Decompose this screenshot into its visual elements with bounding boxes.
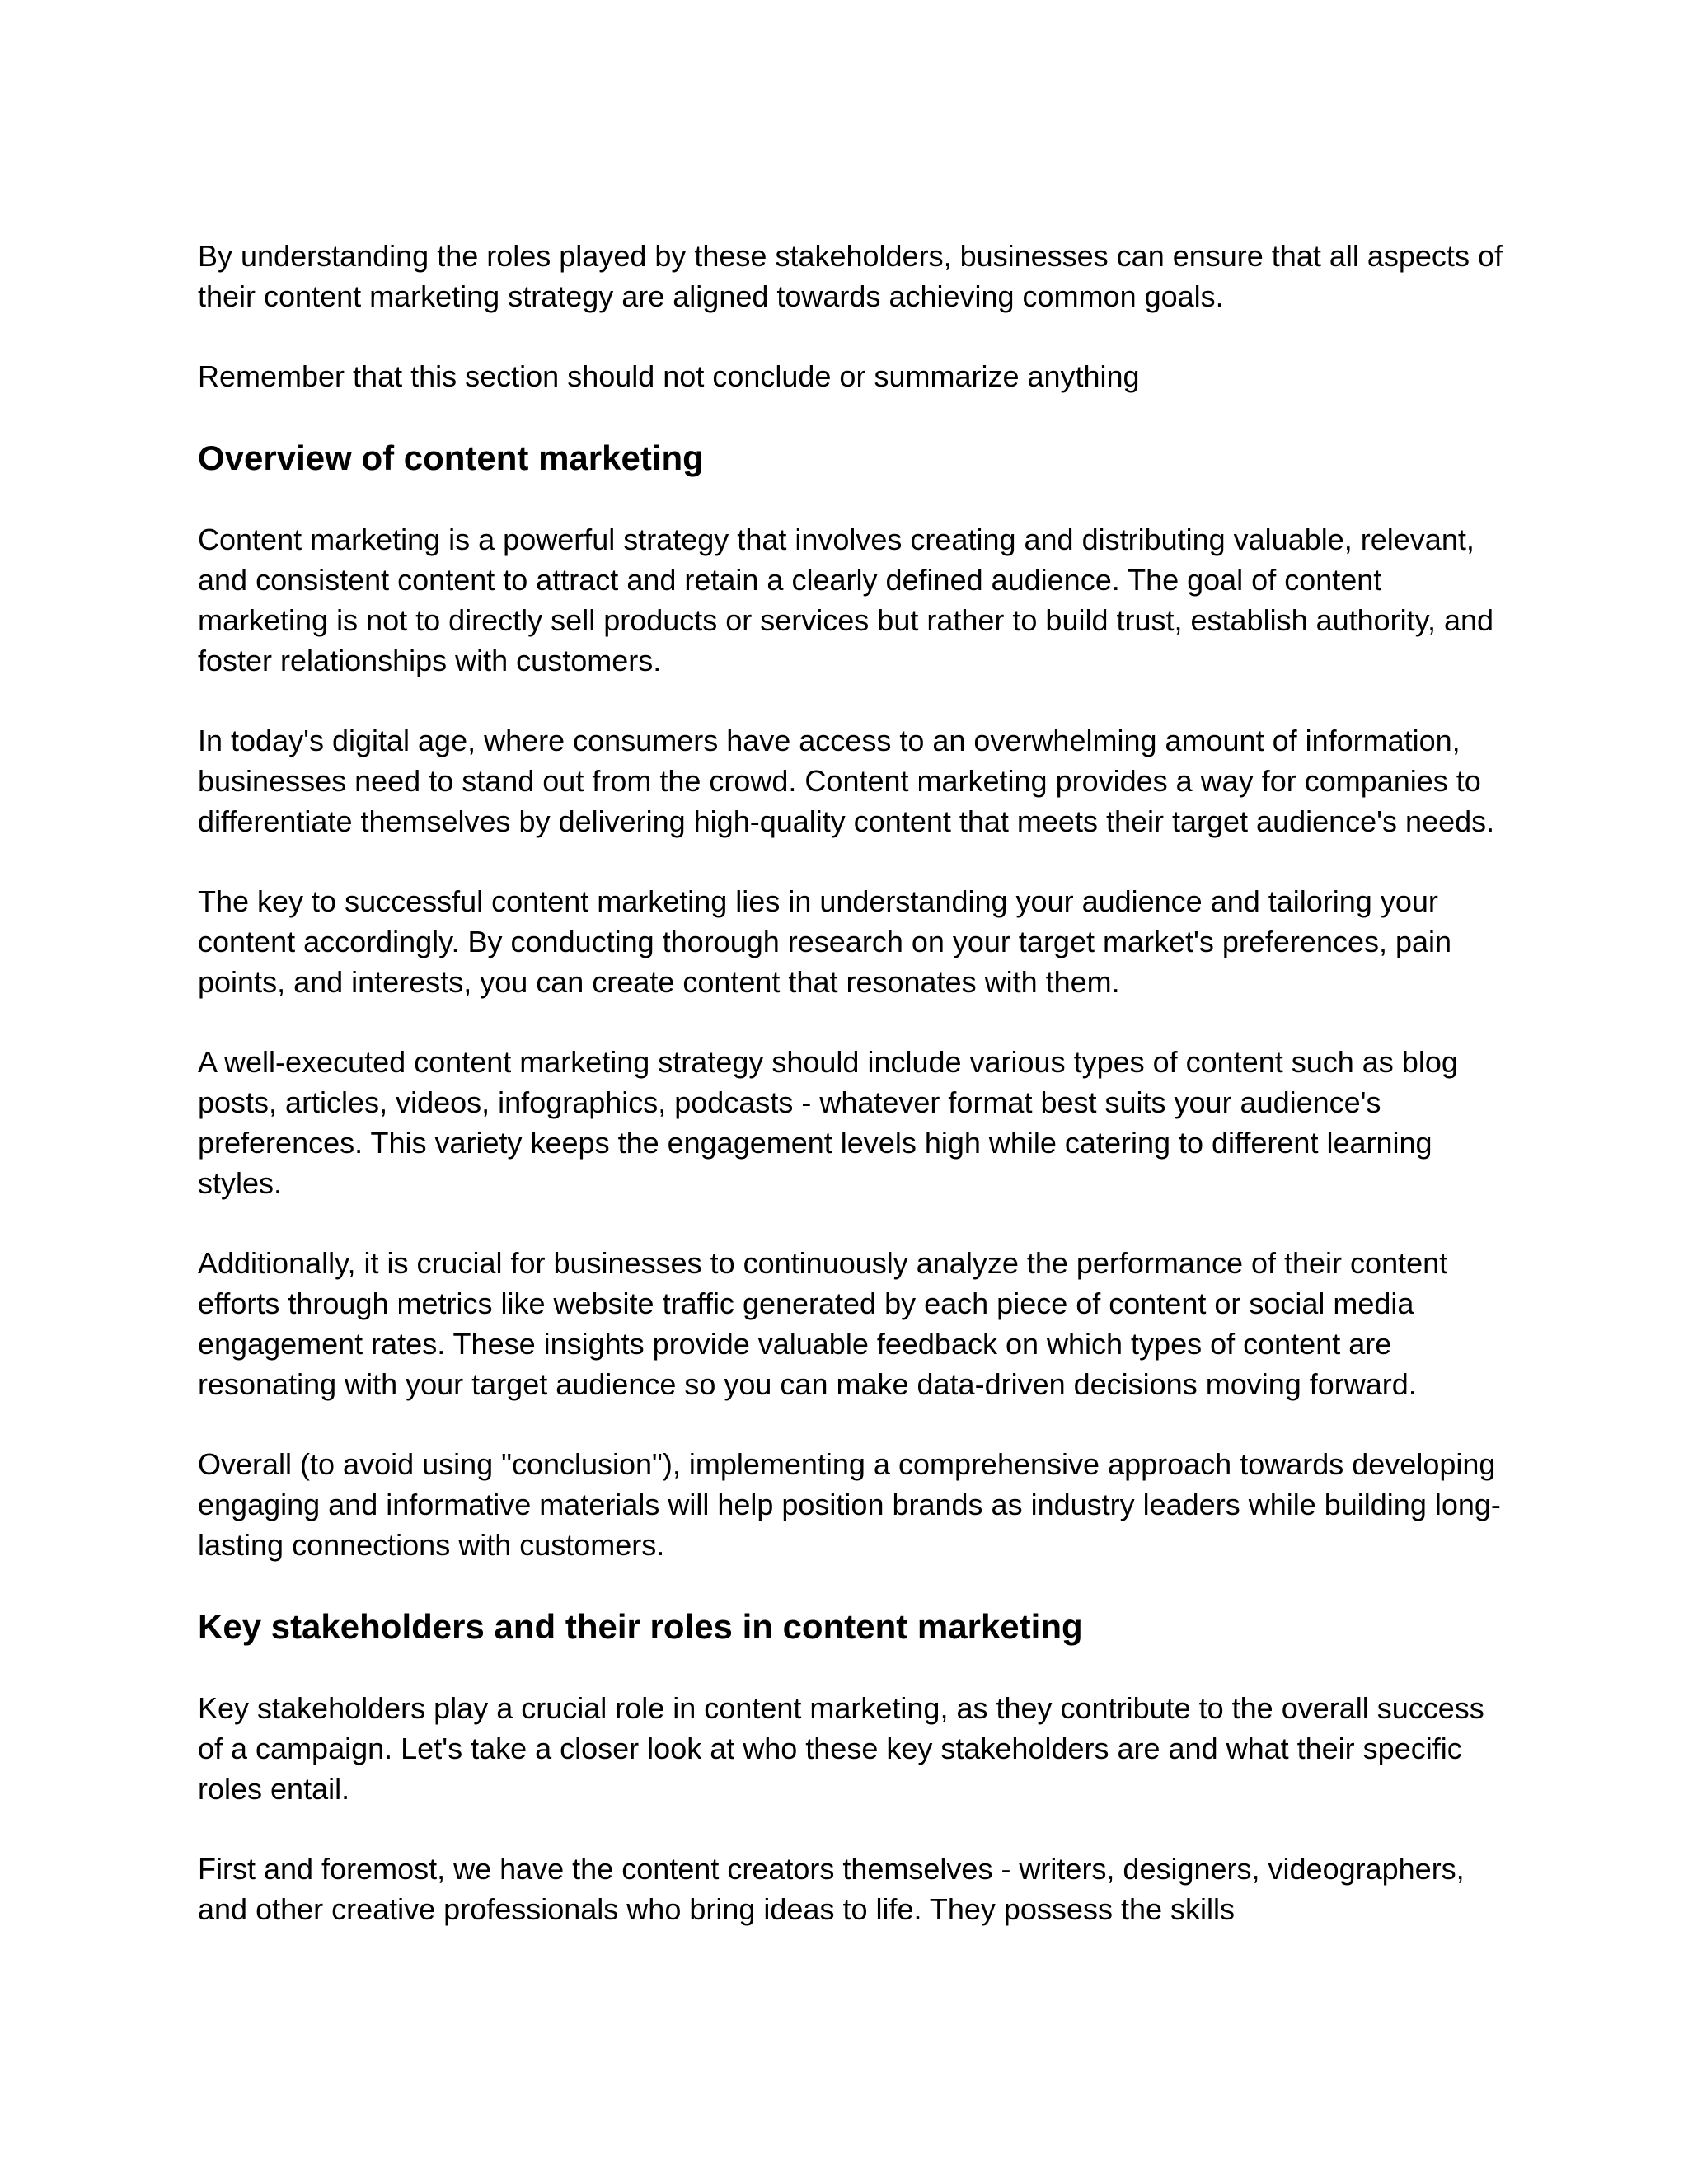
overview-paragraph-4: A well-executed content marketing strategy should include various types of content such as blog posts, articles, videos, infographics, podcasts - whatever format best suits your audience's preferences. This variety keeps the engagement levels high while catering to different learning styles. (198, 1045, 1458, 1200)
overview-paragraph-6: Overall (to avoid using "conclusion"), implementing a comprehensive approach towards developing engaging and informative materials will help position brands as industry leaders while building long-lasting connections with customers. (198, 1447, 1501, 1562)
overview-paragraph-3: The key to successful content marketing lies in understanding your audience and tailoring your content accordingly. By conducting thorough research on your target market's preferences, pain points, and interests, you can create content that resonates with them. (198, 884, 1452, 999)
overview-paragraph-5: Additionally, it is crucial for businesses to continuously analyze the performance of their content efforts through metrics like website traffic generated by each piece of content or social media engagement rates. These insights provide valuable feedback on which types of content are resonating with your target audience so you can make data-driven decisions moving forward. (198, 1246, 1448, 1401)
stakeholders-paragraph-2: First and foremost, we have the content creators themselves - writers, designers, videographers, and other creative professionals who bring ideas to life. They possess the skills (198, 1852, 1465, 1926)
section-heading-overview: Overview of content marketing (198, 438, 704, 477)
overview-paragraph-2: In today's digital age, where consumers have access to an overwhelming amount of information, businesses need to stand out from the crowd. Content marketing provides a way for companies to differentiate themselves by delivering high-quality content that meets their target audience's needs. (198, 724, 1495, 838)
document-body (198, 236, 1517, 1969)
intro-paragraph-2: Remember that this section should not conclude or summarize anything (198, 359, 1140, 393)
intro-paragraph-1: By understanding the roles played by these stakeholders, businesses can ensure that all aspects of their content marketing strategy are aligned towards achieving common goals. (198, 239, 1503, 313)
overview-paragraph-1: Content marketing is a powerful strategy that involves creating and distributing valuable, relevant, and consistent content to attract and retain a clearly defined audience. The goal of content marketing is not to directly sell products or services but rather to build trust, establish authority, and foster relationships with customers. (198, 523, 1494, 677)
section-heading-stakeholders: Key stakeholders and their roles in content marketing (198, 1607, 1083, 1646)
stakeholders-paragraph-1: Key stakeholders play a crucial role in content marketing, as they contribute to the overall success of a campaign. Let's take a closer look at who these key stakeholders are and what their specific roles entail. (198, 1691, 1484, 1806)
